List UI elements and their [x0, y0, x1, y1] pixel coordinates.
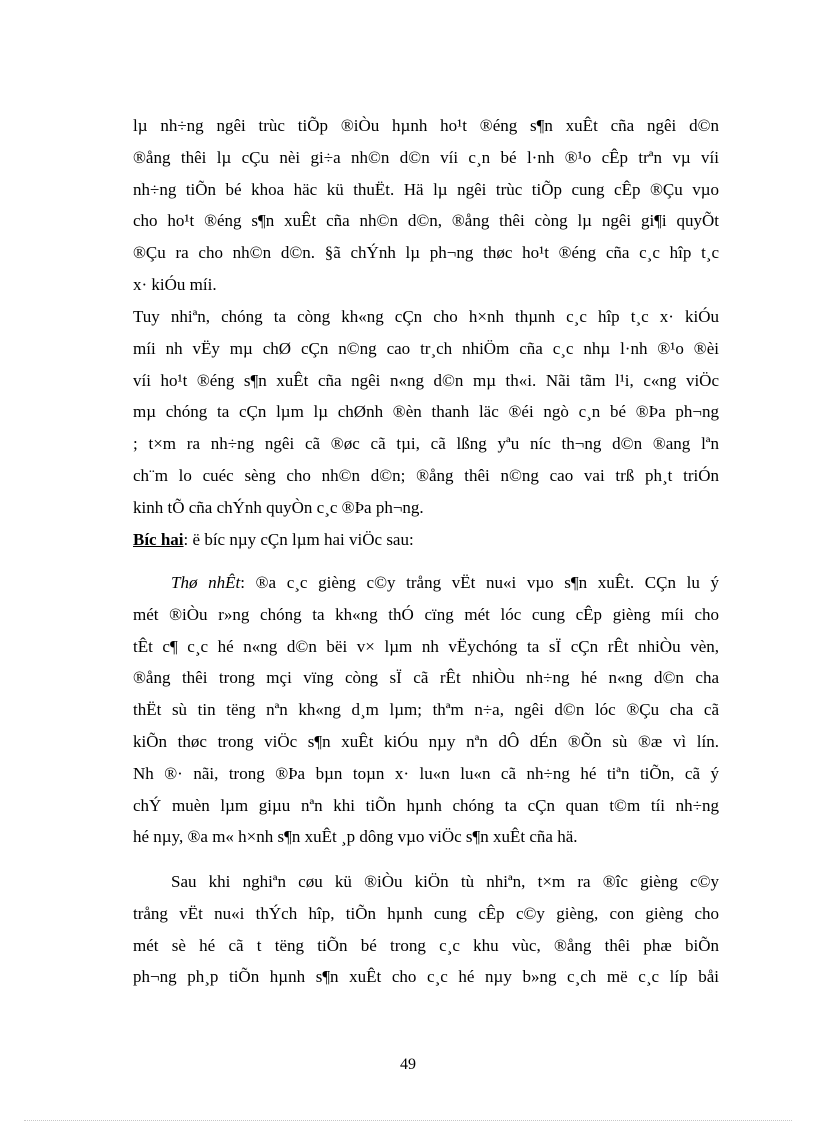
section-heading-label: Bíc hai — [133, 530, 184, 549]
paragraph-3-line: Nh ®· nãi, trong ®Þa bµn toµn x· lu«n lu«n cã nh÷ng hé tiªn tiÕn, cã ý — [133, 763, 719, 783]
paragraph-4-line: mét sè hé cã t tëng tiÕn bé trong c¸c khu vùc, ®ång thêi phæ biÕn — [133, 935, 719, 955]
paragraph-3-line: ®ång thêi trong mçi vïng còng sÏ cã rÊt nhiÒu nh÷ng hé n«ng d©n cha — [133, 668, 719, 688]
page-number: 49 — [400, 1056, 416, 1073]
paragraph-3-line: : ®a c¸c gièng c©y trång vËt nu«i vµo s¶n xuÊt. CÇn lu ý — [240, 573, 719, 592]
paragraph-1-line: lµ nh÷ng ngêi trùc tiÕp ®iÒu hµnh ho¹t ®éng s¶n xuÊt cña ngêi d©n — [133, 116, 719, 135]
paragraph-1-line: cho ho¹t ®éng s¶n xuÊt cña nh©n d©n, ®ång thêi còng lµ ngêi gi¶i quyÕt — [133, 211, 719, 231]
paragraph-1-line: ®ång thêi lµ cÇu nèi gi÷a nh©n d©n víi c¸n bé l·nh ®¹o cÊp trªn vµ víi — [133, 147, 719, 167]
paragraph-3-lead: Thø nhÊt — [171, 573, 241, 592]
paragraph-3-line: chÝ muèn lµm giµu nªn khi tiÕn hµnh chóng ta cÇn quan t©m tíi nh÷ng — [133, 795, 719, 815]
paragraph-1 — [133, 110, 719, 301]
paragraph-3 — [133, 567, 719, 853]
section-heading-text: : ë bíc nµy cÇn lµm hai viÖc sau: — [183, 530, 414, 549]
paragraph-3-line: kiÕn thøc trong viÖc s¶n xuÊt kiÓu nµy nªn dÔ dÉn ®Õn sù ®æ vì lín. — [133, 731, 719, 751]
paragraph-4-line: Sau khi nghiªn cøu kü ®iÒu kiÖn tù nhiªn, t×m ra ®îc gièng c©y — [171, 872, 719, 891]
paragraph-2-line: míi nh vËy mµ chØ cÇn n©ng cao tr¸ch nhiÖm cña c¸c nhµ l·nh ®¹o ®èi — [133, 338, 719, 358]
paragraph-2-line: mµ chóng ta cÇn lµm lµ chØnh ®èn thanh läc ®éi ngò c¸n bé ®Þa ph¬ng — [133, 402, 719, 422]
paragraph-2-line: Tuy nhiªn, chóng ta còng kh«ng cÇn cho h×nh thµnh c¸c hîp t¸c x· kiÓu — [133, 307, 719, 326]
paragraph-2-line: ch¨m lo cuéc sèng cho nh©n d©n; ®ång thêi n©ng cao vai trß ph¸t triÓn — [133, 465, 719, 485]
paragraph-2-line: víi ho¹t ®éng s¶n xuÊt cña ngêi n«ng d©n mµ th«i. Nãi tãm l¹i, c«ng viÖc — [133, 370, 719, 390]
paragraph-3-line: mét ®iÒu r»ng chóng ta kh«ng thÓ cïng mét lóc cung cÊp gièng míi cho — [133, 604, 719, 624]
paragraph-4-line: trång vËt nu«i thÝch hîp, tiÕn hµnh cung cÊp c©y gièng, con gièng cho — [133, 903, 719, 923]
paragraph-4-line: ph¬ng ph¸p tiÕn hµnh s¶n xuÊt cho c¸c hé nµy b»ng c¸ch më c¸c líp båi — [133, 967, 719, 987]
section-heading — [133, 524, 719, 556]
paragraph-3-line: thËt sù tin tëng nªn kh«ng d¸m lµm; thªm n÷a, ngêi d©n lóc ®Çu cha cã — [133, 700, 719, 720]
paragraph-2-line: ; t×m ra nh÷ng ngêi cã ®øc cã tµi, cã lßng yªu níc th¬ng d©n ®ang lªn — [133, 434, 719, 454]
page-bottom-divider — [24, 1120, 792, 1121]
paragraph-1-line: nh÷ng tiÕn bé khoa häc kü thuËt. Hä lµ ngêi trùc tiÕp cung cÊp ®Çu vµo — [133, 179, 719, 199]
paragraph-2 — [133, 301, 719, 524]
paragraph-2-line: kinh tÕ cña chÝnh quyÒn c¸c ®Þa ph¬ng. — [133, 497, 424, 517]
paragraph-3-line: hé nµy, ®a m« h×nh s¶n xuÊt ¸p dông vµo viÖc s¶n xuÊt cña hä. — [133, 827, 578, 847]
paragraph-4 — [133, 866, 719, 993]
paragraph-3-line: tÊt c¶ c¸c hé n«ng d©n bëi v× lµm nh vËychóng ta sÏ cÇn rÊt nhiÒu vèn, — [133, 636, 719, 656]
paragraph-1-line: ®Çu ra cho nh©n d©n. §ã chÝnh lµ ph¬ng thøc ho¹t ®éng cña c¸c hîp t¸c — [133, 243, 719, 263]
paragraph-1-line: x· kiÓu míi. — [133, 274, 217, 294]
